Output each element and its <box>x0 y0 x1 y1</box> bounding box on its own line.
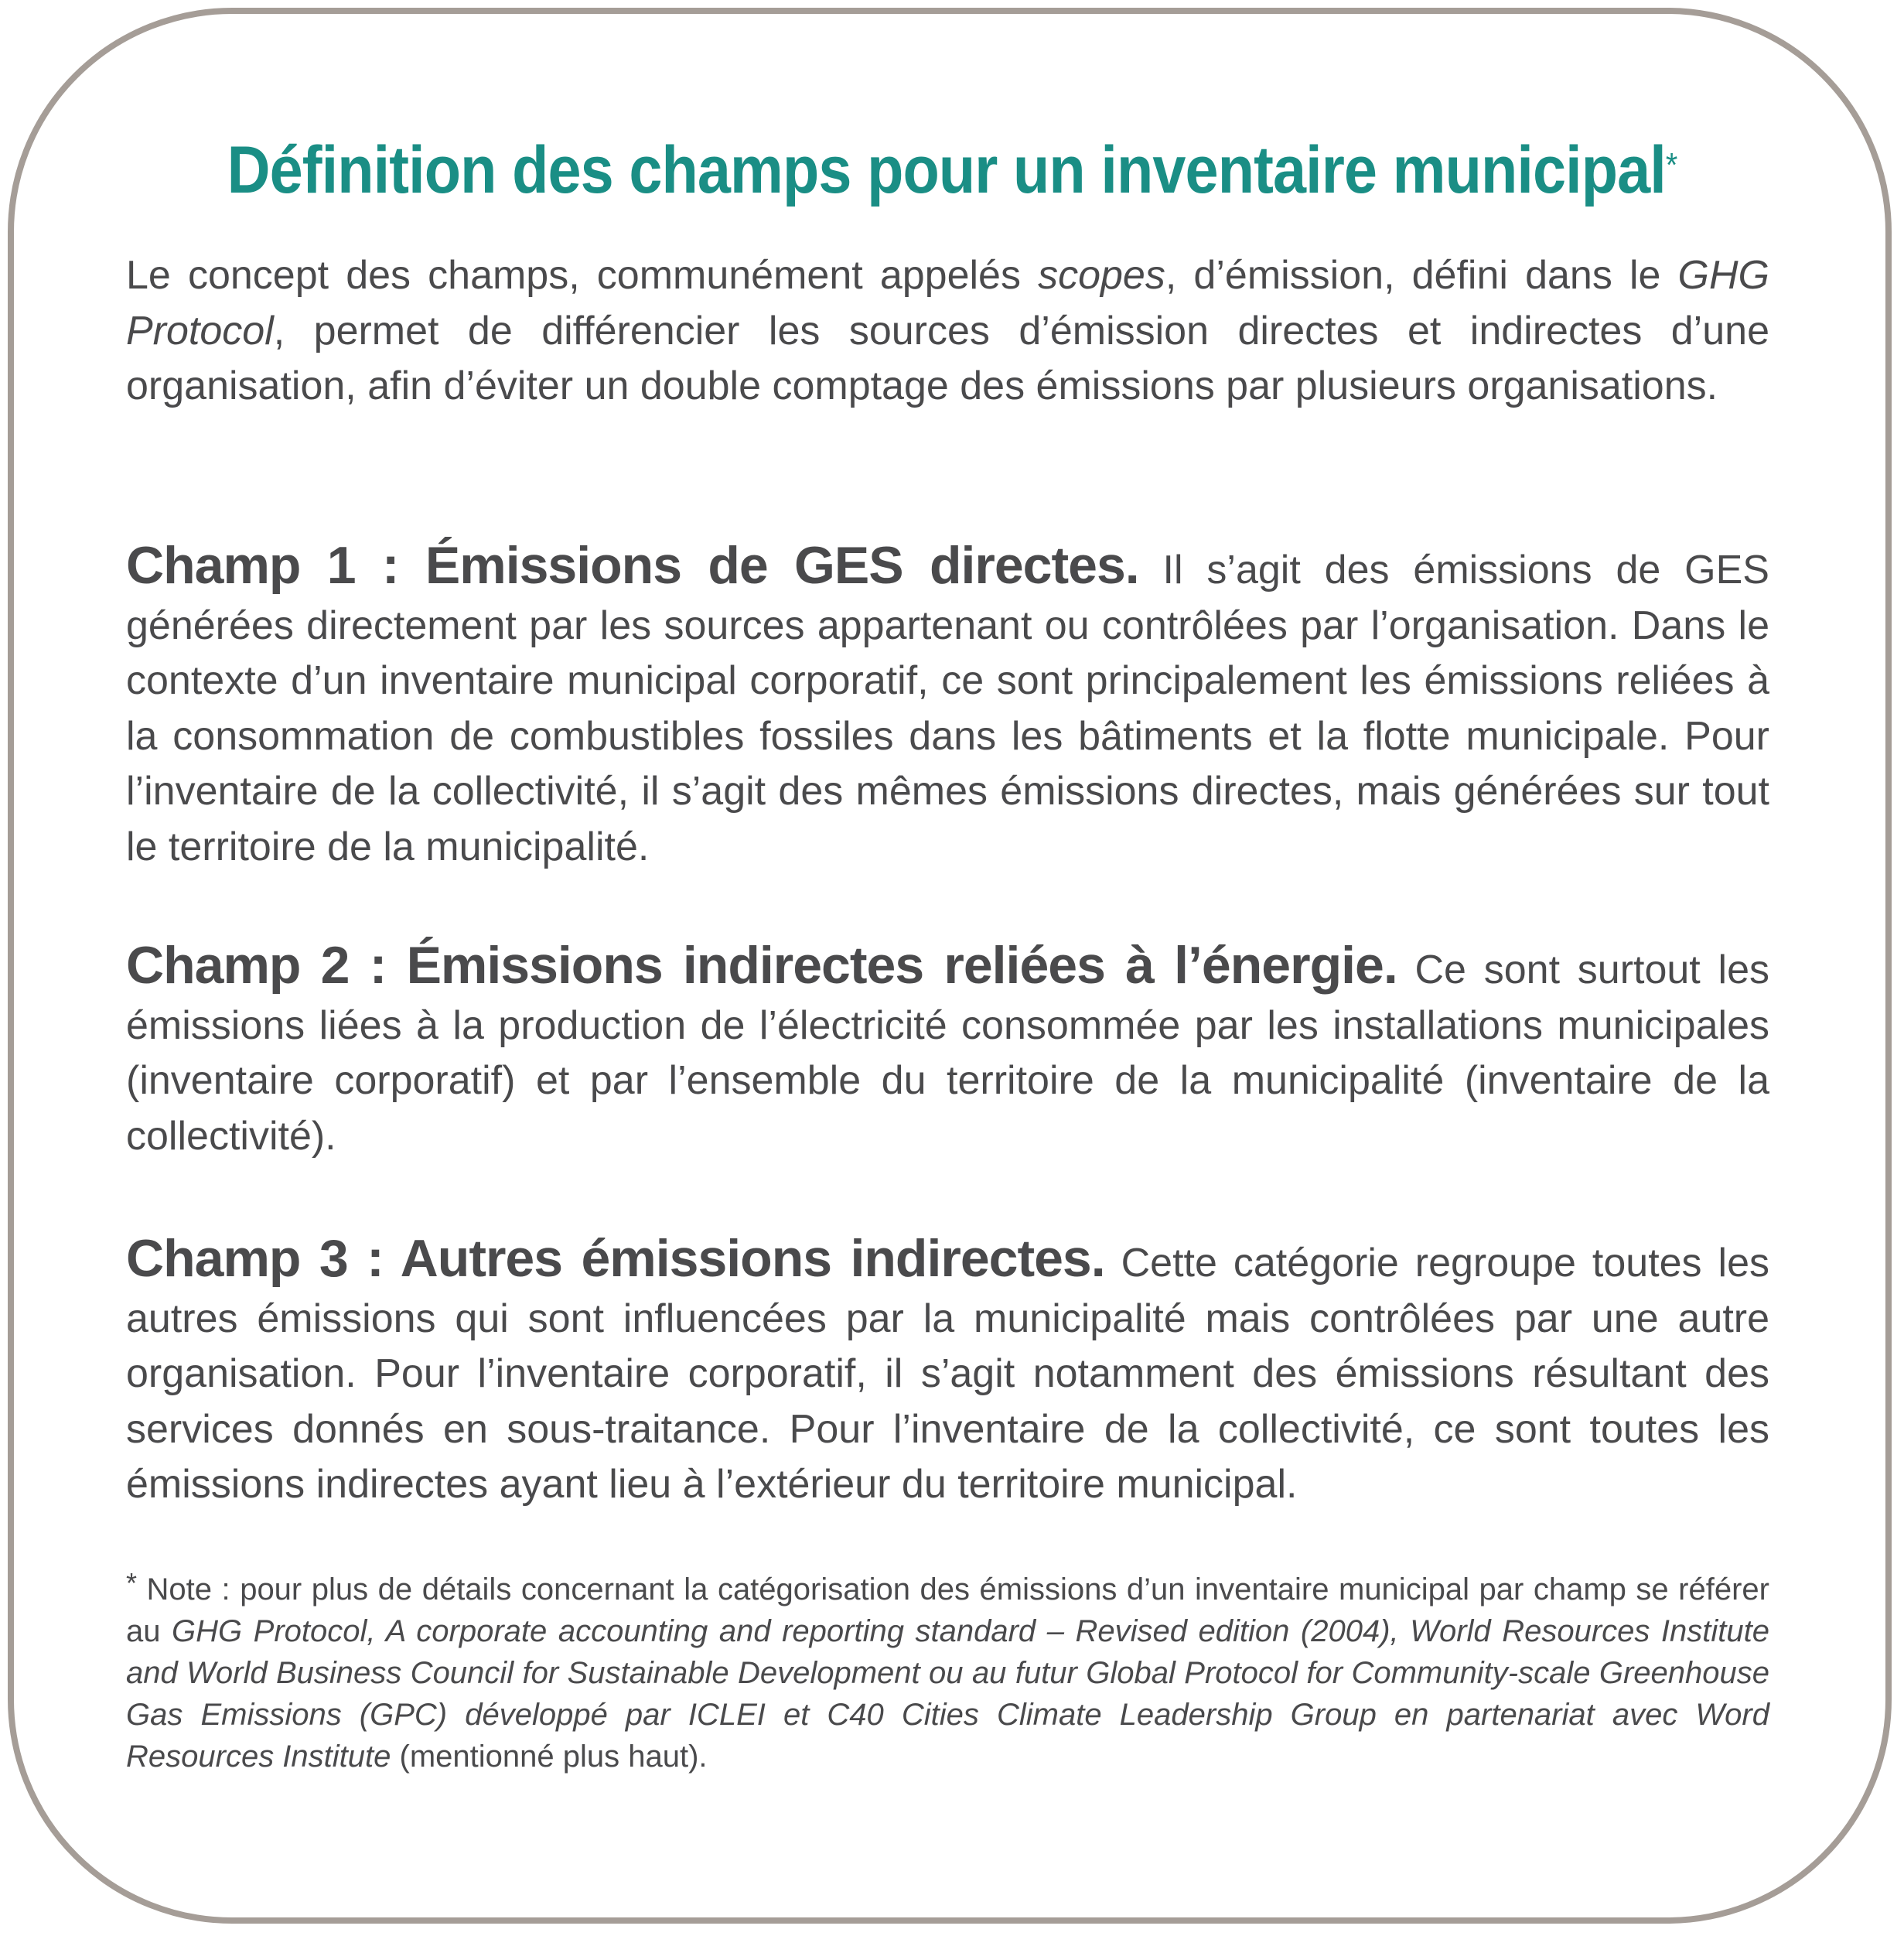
champ-3-paragraph <box>126 1231 1769 1513</box>
champ-2-paragraph <box>126 938 1769 1164</box>
champ-2-heading: Champ 2 : Émissions indirectes reliées à l’énergie. <box>126 936 1397 995</box>
champ-1-paragraph <box>126 538 1769 875</box>
champ-3-heading: Champ 3 : Autres émissions indirectes. <box>126 1229 1105 1288</box>
champ-1-heading: Champ 1 : Émissions de GES directes. <box>126 536 1139 595</box>
footnote <box>126 1569 1769 1777</box>
champ-3-body: Cette catégorie regroupe toutes les autres émissions qui sont influencées par la municipalité mais contrôlées par une autre organisation. Pour l’inventaire corporatif, il s’agit notamment des émissions résultant des services donnés en sous-traitance. Pour l’inventaire de la collectivité, ce sont toutes les émissions indirectes ayant lieu à l’extérieur du territoire municipal. <box>126 1241 1770 1507</box>
footnote-marker: * <box>126 1567 138 1599</box>
champ-2-body: Ce sont surtout les émissions liées à la production de l’électricité consommée par les installations municipales (inventaire corporatif) et par l’ensemble du territoire de la municipalité (inventaire de la collectivité). <box>126 948 1770 1159</box>
intro-text-2: , d’émission, défini dans le <box>1165 253 1678 298</box>
intro-text-3: , permet de différencier les sources d’émission directes et indirectes d’une organisation, afin d’éviter un double comptage des émissions par plusieurs organisations. <box>126 308 1769 408</box>
page-title <box>95 131 1809 209</box>
intro-text-1: Le concept des champs, communément appelés <box>126 253 1039 298</box>
intro-paragraph <box>126 248 1769 415</box>
intro-ghg-term: GHG Protocol <box>126 253 1769 353</box>
champ-1-body: Il s’agit des émissions de GES générées directement par les sources appartenant ou contrôlées par l’organisation. Dans le contexte d’un inventaire municipal corporatif, ce sont principalement les émissions reliées à la consommation de combustibles fossiles dans les bâtiments et la flotte municipale. Pour l’inventaire de la collectivité, il s’agit des mêmes émissions directes, mais générées sur tout le territoire de la municipalité. <box>126 548 1769 869</box>
title-text: Définition des champs pour un inventaire municipal <box>227 133 1666 207</box>
title-footnote-marker: * <box>1665 146 1677 184</box>
footnote-text: Note : pour plus de détails concernant la catégorisation des émissions d’un inventaire municipal par champ se référer au <box>126 1572 1769 1648</box>
footnote-reference: GHG Protocol, A corporate accounting and reporting standard – Revised edition (2004), World Resources Institute and World Business Council for Sustainable Development ou au futur Global Protocol for Community-scale Greenhouse Gas Emissions (GPC) développé par ICLEI et C40 Cities Climate Leadership Group en partenariat avec Word Resources Institute <box>126 1614 1769 1774</box>
intro-scopes-term: scopes <box>1038 253 1165 298</box>
footnote-suffix: (mentionné plus haut). <box>391 1740 708 1774</box>
